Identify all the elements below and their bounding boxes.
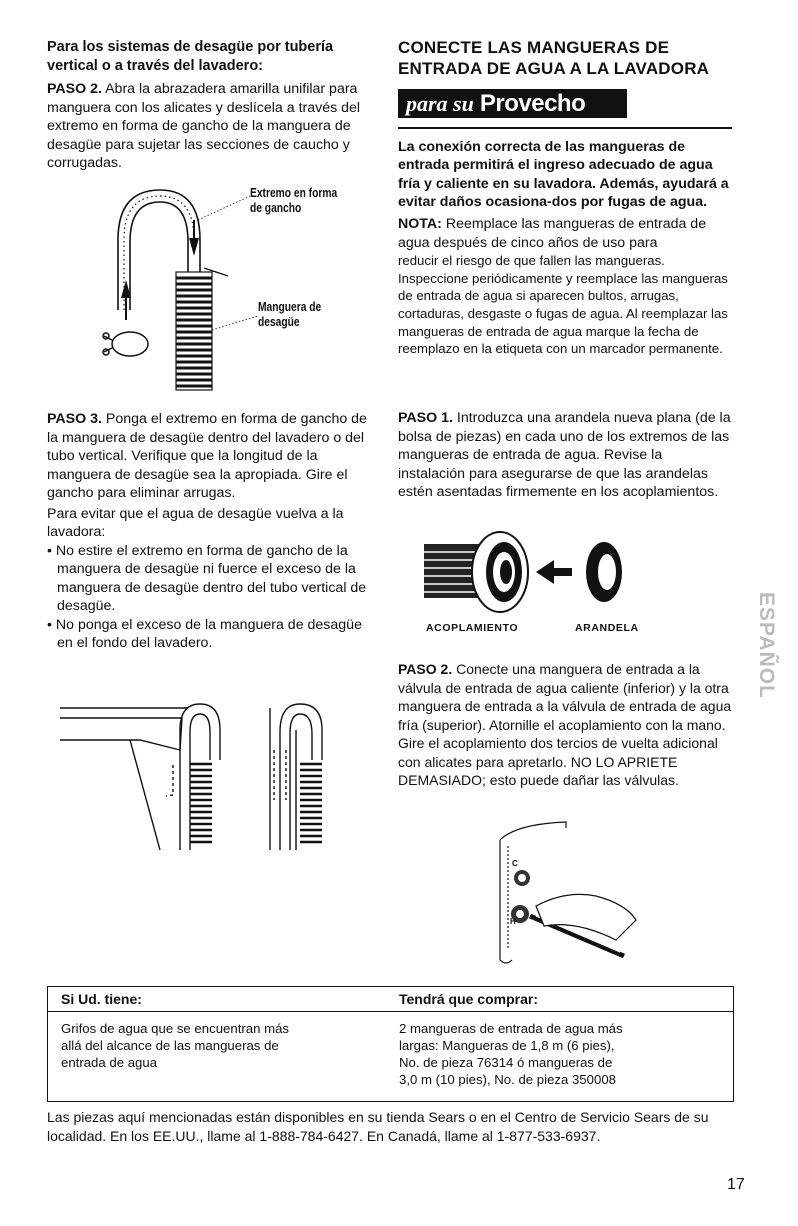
label-drain-hose: Manguera de desagüe [258,300,322,329]
valve-h-label: H [510,917,516,926]
nota-text-2: reducir el riesgo de que fallen las mangueras. Inspeccione periódicamente y reemplace las mangueras de entrada de agua si aparecen bultos, arrugas, cortaduras, desgaste o fugas de agua. Al reemplazar las mangueras de entrada de agua marque la fecha de reemplazo en la etiqueta con un marcador permanente. [398,253,728,357]
caption-washer: ARANDELA [575,622,639,634]
side-tab-label: ESPAÑOL [755,592,778,699]
right-heading: CONECTE LAS MANGUERAS DE ENTRADA DE AGUA A LA LAVADORA [398,38,710,78]
paso-label: PASO 1. [398,410,453,426]
table-header-have: Si Ud. tiene: [61,991,142,1007]
right-intro [398,138,732,358]
paso-text: Conecte una manguera de entrada a la válvula de entrada de agua caliente (inferior) y la otra manguera de entrada a la válvula de entrada de agua fría (superior). Atornille el acoplamiento con la mano. Gire el acoplamiento dos tercios de vuelta adicional con alicates para apretarlo. NO LO APRIETE DEMASIADO; esto puede dañar las válvulas. [398,661,732,788]
cold-valve-icon [514,870,530,886]
para-su-provecho-banner [398,89,627,118]
left-paso3 [47,410,374,653]
intro-bold: La conexión correcta de las mangueras de entrada permitirá el ingreso adecuado de agua fría y caliente en su lavadora. Además, ayudará a evitar daños ocasiona-dos por fugas de agua. [398,139,729,210]
clamp-icon [103,332,148,356]
right-paso2 [398,660,732,790]
divider [398,127,732,129]
coupling-icon [424,532,528,612]
bullet-item: • No ponga el exceso de la manguera de desagüe en el fondo del lavadero. [47,616,362,651]
hand-icon [536,894,636,940]
label-hook-end: Extremo en forma de gancho [250,186,338,215]
right-paso1 [398,409,732,502]
table-cell-buy: 2 mangueras de entrada de agua más largas: Mangueras de 1,8 m (6 pies), No. de pieza 76314 ó mangueras de 3,0 m (10 pies), No. de pieza 350008 [399,1021,623,1087]
language-side-tab [752,592,780,724]
banner-bold: Provecho [479,89,586,117]
tub-standpipe-figure [60,690,360,850]
left-heading: Para los sistemas de desagüe por tubería vertical o a través del lavadero: [47,39,334,74]
nota-label: NOTA: [398,216,442,233]
paso-text: Introduzca una arandela nueva plana (de la bolsa de piezas) en cada uno de los extremos de las mangueras de entrada de agua. Revise la instalación para asegurarse de que las arandelas estén asentadas firmemente en los acoplamientos. [398,410,731,500]
parts-table [47,986,734,1102]
paso-label: PASO 2. [47,81,102,97]
nota-text-1: Reemplace las mangueras de entrada de agua después de cinco años de uso para [398,216,707,251]
paso-label: PASO 2. [398,661,453,677]
table-header-buy: Tendrá que comprar: [399,991,538,1007]
caption-coupling: ACOPLAMIENTO [426,622,519,634]
table-cell-have: Grifos de agua que se encuentran más allá del alcance de las mangueras de entrada de agua [61,1021,289,1070]
table-header-row [48,987,733,1012]
paso-text: Ponga el extremo en forma de gancho de la manguera de desagüe dentro del lavadero o del tubo vertical. Verifique que la longitud de la manguera de desagüe sea la apropiada. Gire el gancho para eliminar arrugas. [47,411,367,501]
page-number: 17 [727,1176,745,1193]
arrow-left-icon [536,560,572,584]
bullet-item: • No estire el extremo en forma de gancho de la manguera de desagüe ni fuerce el exceso de la manguera de desagüe dentro del tubo vertical de desagüe. [47,542,367,614]
banner-italic: para su [406,90,474,116]
paso-label: PASO 3. [47,411,102,427]
washer-icon [586,542,622,602]
valve-connection-figure [496,820,646,970]
footnote: Las piezas aquí mencionadas están disponibles en su tienda Sears o en el Centro de Servicio Sears de su localidad. En los EE.UU., llame al 1-888-784-6427. En Canadá, llame al 1-877-533-6937. [47,1109,709,1144]
left-paso2 [47,80,374,173]
coupling-washer-figure [424,528,674,618]
corrugated-hose [176,272,212,390]
paso-text: Abra la abrazadera amarilla unifilar para manguera con los alicates y deslícela a través del extremo en forma de gancho de la manguera de desagüe para sujetar las secciones de caucho y corrugadas. [47,81,361,171]
valve-c-label: C [512,859,518,868]
prevent-intro: Para evitar que el agua de desagüe vuelva a la lavadora: [47,505,344,540]
